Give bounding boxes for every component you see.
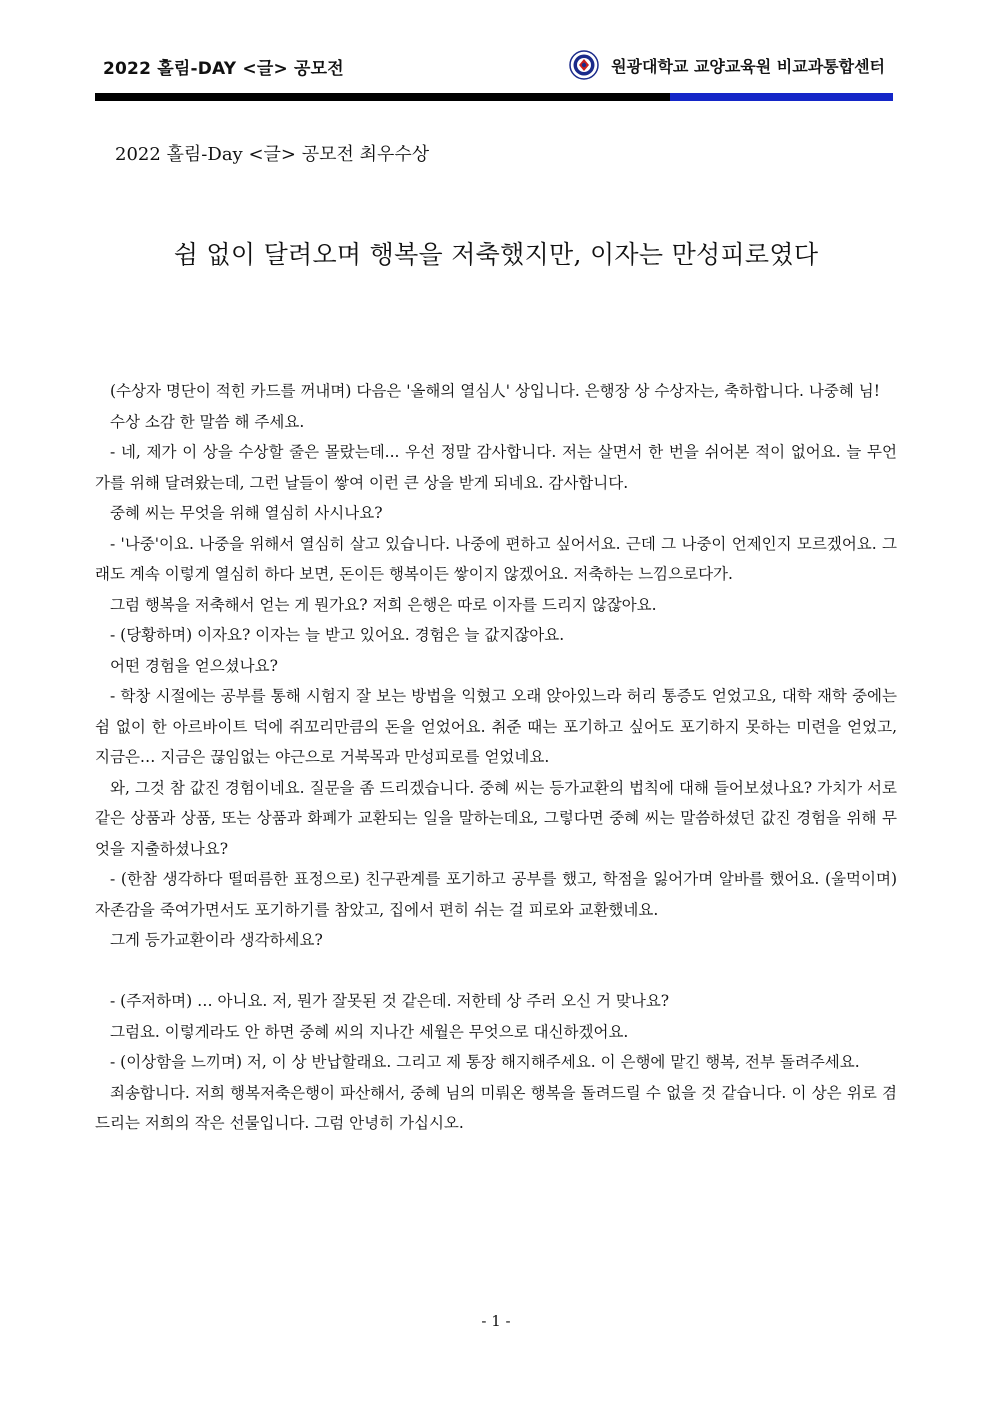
paragraph: - '나중'이요. 나중을 위해서 열심히 살고 있습니다. 나중에 편하고 싶어서요. 근데 그 나중이 언제인지 모르겠어요. 그래도 계속 이렇게 열심히 하다 보면, 돈이든 행복이든 쌓이지 않겠어요. 저축하는 느낌으로다가.: [95, 534, 897, 583]
paragraph: - 학창 시절에는 공부를 통해 시험지 잘 보는 방법을 익혔고 오래 앉아있느라 허리 통증도 얻었고요, 대학 재학 중에는 쉼 없이 한 아르바이트 덕에 쥐꼬리만큼의 돈을 얻었어요. 취준 때는 포기하고 싶어도 포기하지 못하는 미련을 얻었고, 지금은… 지금은 끊임없는 야근으로 거북목과 만성피로를 얻었네요.: [95, 687, 897, 766]
header-rule-blue: [670, 93, 893, 101]
header-org-name: 원광대학교 교양교육원 비교과통합센터: [611, 56, 885, 76]
paragraph: 중혜 씨는 무엇을 위해 열심히 사시나요?: [110, 504, 383, 522]
essay-title: 쉼 없이 달려오며 행복을 저축했지만, 이자는 만성피로였다: [173, 240, 819, 269]
header-contest-title: 2022 홀림-DAY <글> 공모전: [103, 59, 344, 79]
page-number: - 1 -: [481, 1312, 511, 1330]
paragraph: 죄송합니다. 저희 행복저축은행이 파산해서, 중혜 님의 미뤄온 행복을 돌려드릴 수 없을 것 같습니다. 이 상은 위로 겸 드리는 저희의 작은 선물입니다. 그럼 안녕히 가십시오.: [95, 1083, 897, 1132]
paragraph: - (주저하며) … 아니요. 저, 뭔가 잘못된 것 같은데. 저한테 상 주러 오신 거 맞나요?: [110, 992, 670, 1010]
paragraph: - (한참 생각하다 떨떠름한 표정으로) 친구관계를 포기하고 공부를 했고, 학점을 잃어가며 알바를 했어요. (울먹이며) 자존감을 죽여가면서도 포기하기를 참았고, 집에서 편히 쉬는 걸 피로와 교환했네요.: [95, 870, 897, 919]
paragraph: 그럼요. 이렇게라도 안 하면 중혜 씨의 지나간 세월은 무엇으로 대신하겠어요.: [110, 1022, 629, 1041]
award-line: 2022 홀림-Day <글> 공모전 최우수상: [115, 144, 430, 165]
header-org-block: [569, 50, 885, 80]
paragraph: - (이상함을 느끼며) 저, 이 상 반납할래요. 그리고 제 통장 해지해주세요. 이 은행에 맡긴 행복, 전부 돌려주세요.: [110, 1053, 860, 1071]
header-rule-black: [95, 93, 670, 101]
university-seal-icon: [569, 50, 599, 80]
paragraph: (수상자 명단이 적힌 카드를 꺼내며) 다음은 '올해의 열심人' 상입니다. 은행장 상 수상자는, 축하합니다. 나중혜 님!: [110, 382, 880, 400]
essay-body: [95, 376, 897, 1139]
paragraph: 그럼 행복을 저축해서 얻는 게 뭔가요? 저희 은행은 따로 이자를 드리지 않잖아요.: [110, 595, 657, 614]
paragraph: - 네, 제가 이 상을 수상할 줄은 몰랐는데... 우선 정말 감사합니다. 저는 살면서 한 번을 쉬어본 적이 없어요. 늘 무언가를 위해 달려왔는데, 그런 날들이 쌓여 이런 큰 상을 받게 되네요. 감사합니다.: [95, 443, 897, 492]
header-rule: [95, 93, 893, 101]
paragraph: 어떤 경험을 얻으셨나요?: [110, 656, 278, 675]
paragraph: - (당황하며) 이자요? 이자는 늘 받고 있어요. 경험은 늘 값지잖아요.: [110, 626, 565, 644]
paragraph: 수상 소감 한 말씀 해 주세요.: [110, 412, 305, 431]
paragraph: 와, 그것 참 값진 경험이네요. 질문을 좀 드리겠습니다. 중혜 씨는 등가교환의 법칙에 대해 들어보셨나요? 가치가 서로 같은 상품과 상품, 또는 상품과 화폐가 교환되는 일을 말하는데요, 그렇다면 중혜 씨는 말씀하셨던 값진 경험을 위해 무엇을 지출하셨나요?: [95, 778, 897, 858]
page-header: [95, 48, 893, 88]
paragraph: 그게 등가교환이라 생각하세요?: [110, 931, 323, 949]
